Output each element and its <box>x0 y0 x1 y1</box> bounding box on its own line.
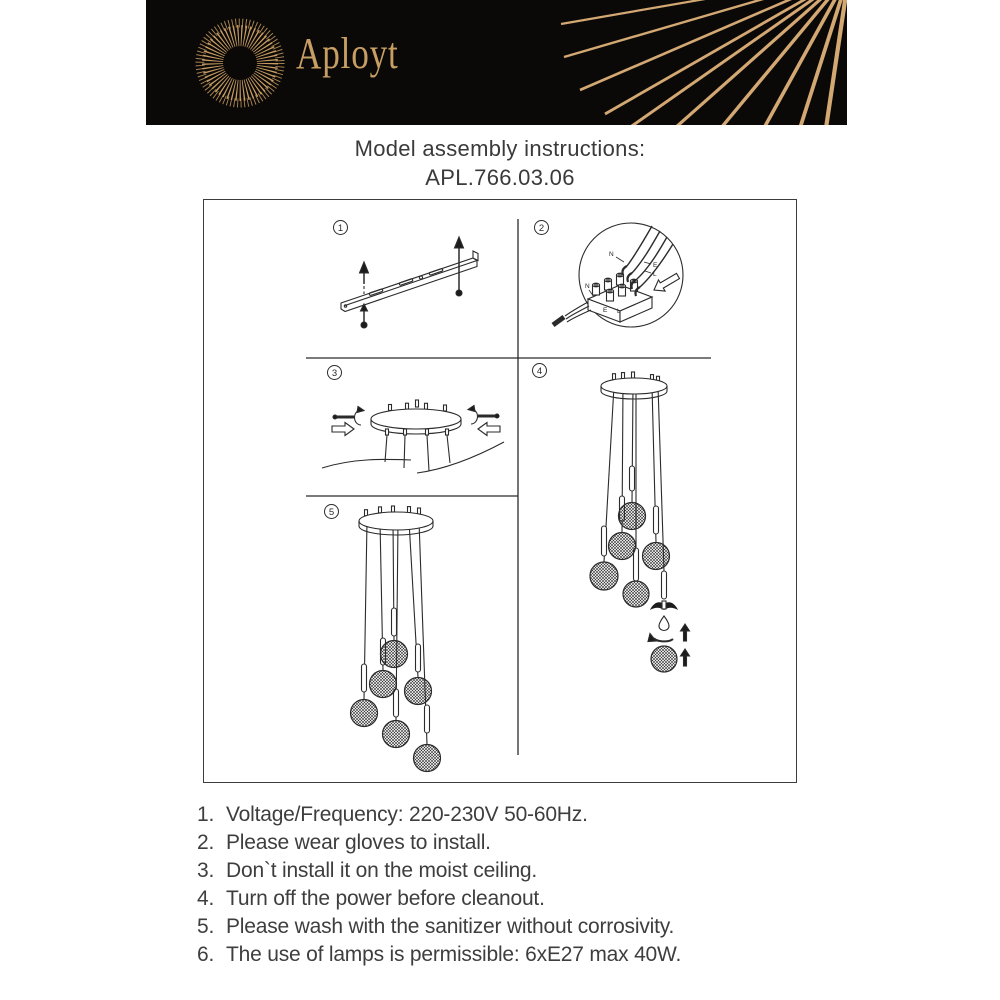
model-number: APL.766.03.06 <box>425 165 575 190</box>
page-title: Model assembly instructions: <box>354 136 646 161</box>
step-4-badge: 4 <box>532 363 547 378</box>
svg-text:N: N <box>585 283 590 290</box>
note-number: 5. <box>197 915 215 938</box>
note-number: 1. <box>197 803 215 826</box>
note-number: 2. <box>197 831 215 854</box>
note-text: Voltage/Frequency: 220-230V 50-60Hz. <box>226 803 588 826</box>
brand-banner <box>146 0 847 125</box>
svg-text:L: L <box>653 271 657 278</box>
step-1-bracket-drawing <box>341 237 478 328</box>
note-item <box>197 941 681 969</box>
note-number: 6. <box>197 943 215 966</box>
note-number: 4. <box>197 887 215 910</box>
assembly-diagram-art <box>204 200 796 782</box>
note-text: Please wash with the sanitizer without corrosivity. <box>226 915 675 938</box>
note-item <box>197 801 681 829</box>
note-text: Please wear gloves to install. <box>226 831 491 854</box>
note-item <box>197 857 681 885</box>
note-item <box>197 913 681 941</box>
svg-text:N: N <box>609 251 614 258</box>
step-3-badge: 3 <box>327 365 342 380</box>
step-2-badge: 2 <box>534 220 549 235</box>
note-text: Turn off the power before cleanout. <box>226 887 545 910</box>
svg-text:E: E <box>653 262 658 269</box>
note-item <box>197 885 681 913</box>
step-1-badge: 1 <box>333 220 348 235</box>
step-3-canopy-drawing <box>322 400 504 473</box>
safety-notes-list <box>197 801 681 969</box>
assembly-diagram <box>203 199 797 783</box>
note-item <box>197 829 681 857</box>
svg-text:E: E <box>603 307 608 314</box>
step-2-wiring-drawing <box>553 223 683 327</box>
corner-rays-icon <box>517 0 847 125</box>
svg-text:L: L <box>617 308 621 315</box>
sunburst-logo-icon <box>192 13 292 113</box>
step-4-installation-drawing <box>590 372 690 672</box>
note-text: The use of lamps is permissible: 6xE27 max 40W. <box>226 943 682 966</box>
step-5-badge: 5 <box>324 504 339 519</box>
note-number: 3. <box>197 859 215 882</box>
brand-wordmark: Aployt <box>296 29 399 78</box>
note-text: Don`t install it on the moist ceiling. <box>226 859 538 882</box>
step-5-assembled-drawing <box>351 506 441 772</box>
